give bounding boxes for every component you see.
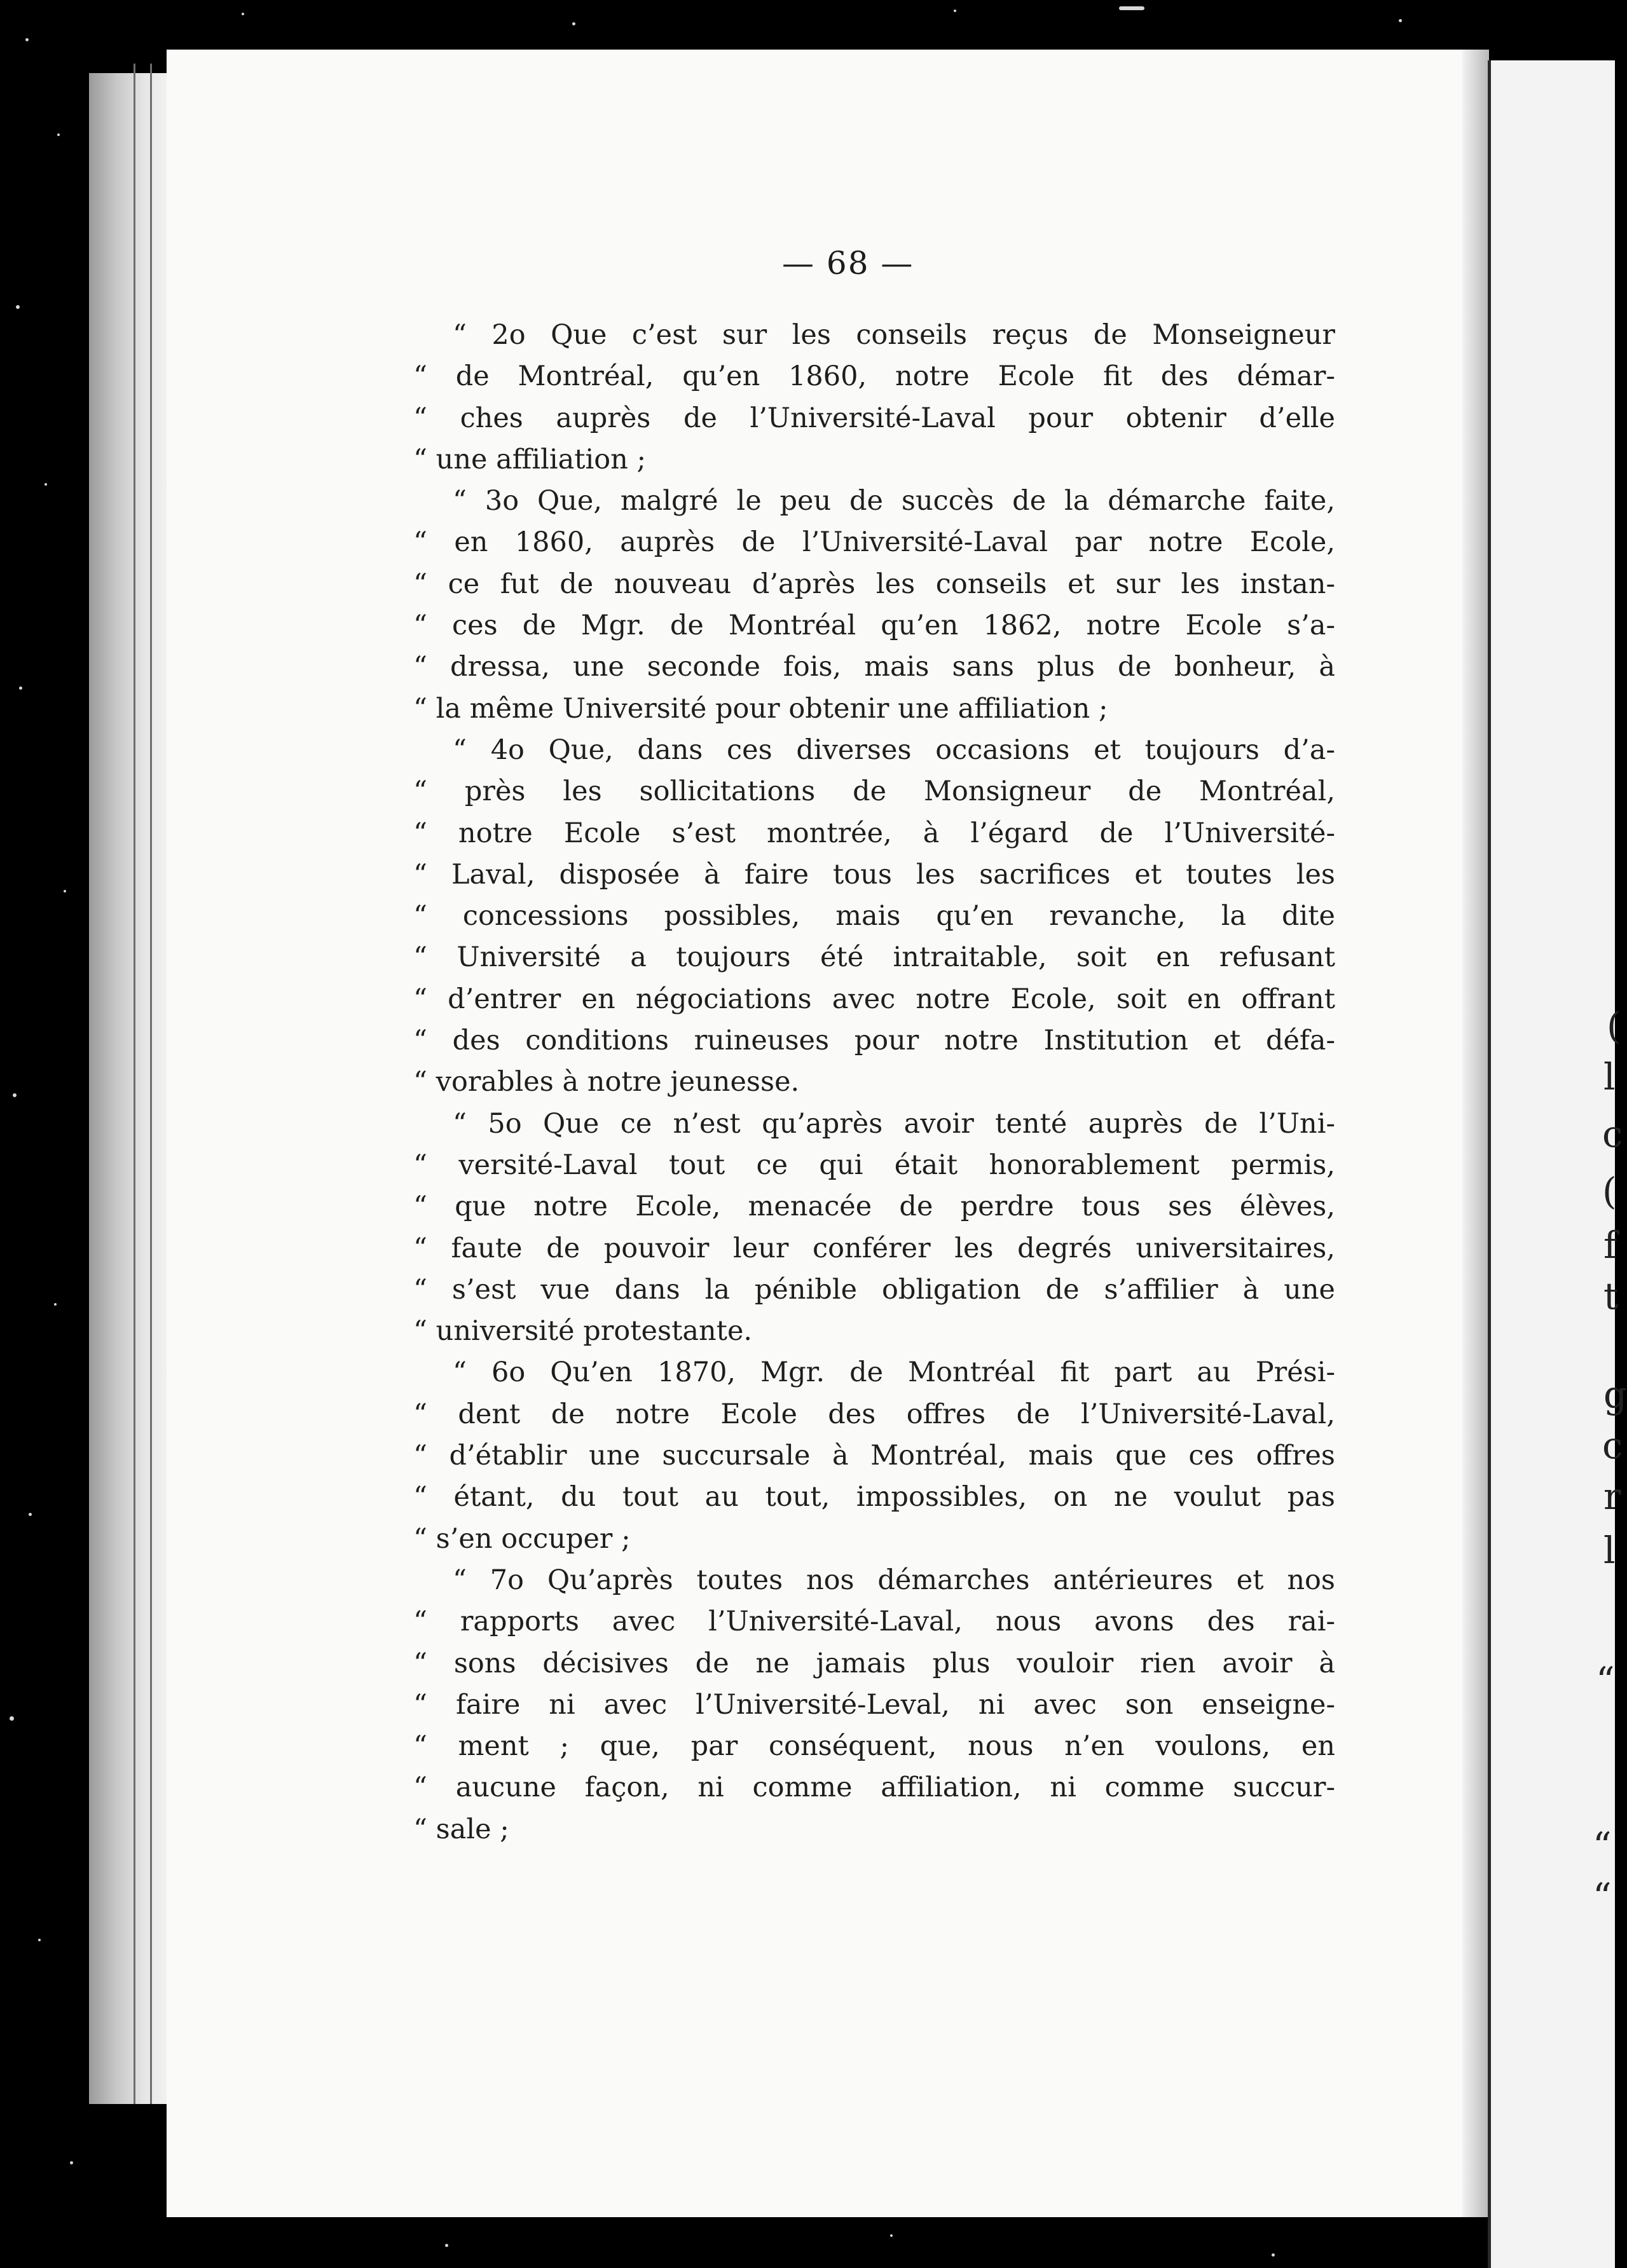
text-line: “ d’établir une succursale à Montréal, mais que ces offres: [413, 1440, 1335, 1472]
text-line: “ faire ni avec l’Université-Leval, ni avec son enseigne-: [413, 1688, 1335, 1721]
text-line: “ des conditions ruineuses pour notre Institution et défa-: [413, 1025, 1335, 1057]
text-line: “ Université a toujours été intraitable, soit en refusant: [413, 941, 1335, 974]
text-line: “ Laval, disposée à faire tous les sacrifices et toutes les: [413, 858, 1335, 891]
text-line: “ 5o Que ce n’est qu’après avoir tenté auprès de l’Uni-: [453, 1107, 1335, 1140]
text-line: “ 4o Que, dans ces diverses occasions et toujours d’a-: [453, 734, 1335, 766]
page-edge-shadow: [1462, 50, 1489, 2217]
text-line: “ de Montréal, qu’en 1860, notre Ecole fit des démar-: [413, 360, 1335, 393]
text-line: “ que notre Ecole, menacée de perdre tous ses élèves,: [413, 1191, 1335, 1223]
text-line: “ 2o Que c’est sur les conseils reçus de Monseigneur: [453, 319, 1335, 351]
paragraph: [413, 1103, 1335, 1353]
paragraph: [413, 315, 1335, 481]
text-line: “ ces de Mgr. de Montréal qu’en 1862, notre Ecole s’a-: [413, 610, 1335, 642]
text-line: “ étant, du tout au tout, impossibles, on ne voulut pas: [413, 1481, 1335, 1513]
text-line: “ faute de pouvoir leur conférer les degrés universitaires,: [413, 1232, 1335, 1264]
text-line: “ en 1860, auprès de l’Université-Laval par notre Ecole,: [413, 526, 1335, 559]
facing-page-fragment: c: [1602, 1112, 1623, 1156]
text-line: “ notre Ecole s’est montrée, à l’égard de l’Université-: [413, 817, 1335, 849]
paragraph: [413, 730, 1335, 1103]
text-line: “ concessions possibles, mais qu’en revanche, la dite: [413, 900, 1335, 932]
paragraph: [413, 481, 1335, 730]
facing-page-fragment: t: [1603, 1274, 1619, 1318]
text-line: “ aucune façon, ni comme affiliation, ni comme succur-: [413, 1772, 1335, 1804]
text-line: “ université protestante.: [413, 1315, 753, 1348]
text-line: “ 3o Que, malgré le peu de succès de la démarche faite,: [453, 485, 1335, 517]
facing-page-fragment: (: [1602, 1170, 1617, 1213]
facing-page-fragment: g: [1603, 1373, 1627, 1416]
text-line: “ dent de notre Ecole des offres de l’Université-Laval,: [413, 1398, 1335, 1430]
text-line: “ vorables à notre jeunesse.: [413, 1066, 800, 1098]
text-line: “ dressa, une seconde fois, mais sans plus de bonheur, à: [413, 651, 1335, 683]
paragraph: [413, 1560, 1335, 1850]
text-line: “ près les sollicitations de Monsigneur de Montréal,: [413, 775, 1335, 808]
text-line: “ 7o Qu’après toutes nos démarches antérieures et nos: [453, 1564, 1335, 1596]
text-line: “ ment ; que, par conséquent, nous n’en voulons, en: [413, 1730, 1335, 1763]
text-line: “ ches auprès de l’Université-Laval pour obtenir d’elle: [413, 402, 1335, 434]
facing-page-fragment: “: [1593, 1824, 1612, 1868]
facing-page-fragment: f: [1603, 1224, 1617, 1267]
text-line: “ ce fut de nouveau d’après les conseils et sur les instan-: [413, 568, 1335, 600]
facing-page-fragment: (: [1607, 1004, 1621, 1048]
facing-page: [1491, 60, 1615, 2268]
facing-page-fragment: “: [1596, 1659, 1615, 1702]
facing-page-fragment: l: [1603, 1055, 1616, 1098]
text-line: “ versité-Laval tout ce qui était honorablement permis,: [413, 1149, 1335, 1181]
text-line: “ rapports avec l’Université-Laval, nous avons des rai-: [413, 1606, 1335, 1638]
page-number: — 68 —: [782, 245, 914, 282]
spine-edge-line: [134, 64, 135, 2104]
text-line: “ s’en occuper ;: [413, 1522, 631, 1555]
book-spine: [89, 73, 168, 2104]
text-line: “ 6o Qu’en 1870, Mgr. de Montréal fit part au Prési-: [453, 1356, 1335, 1389]
text-line: “ une affiliation ;: [413, 443, 647, 475]
text-line: “ sale ;: [413, 1813, 509, 1845]
paragraph: [413, 1352, 1335, 1559]
spine-edge-line: [150, 64, 152, 2104]
facing-page-fragment: l: [1603, 1529, 1616, 1572]
facing-page-fragment: “: [1593, 1875, 1612, 1918]
text-line: “ sons décisives de ne jamais plus vouloir rien avoir à: [413, 1647, 1335, 1679]
body-text: [413, 315, 1335, 1850]
text-line: “ d’entrer en négociations avec notre Ecole, soit en offrant: [413, 983, 1335, 1015]
facing-page-fragment: r: [1603, 1475, 1621, 1518]
text-line: “ s’est vue dans la pénible obligation de s’affilier à une: [413, 1273, 1335, 1306]
text-line: “ la même Université pour obtenir une affiliation ;: [413, 692, 1108, 725]
facing-page-fragment: c: [1602, 1424, 1623, 1467]
